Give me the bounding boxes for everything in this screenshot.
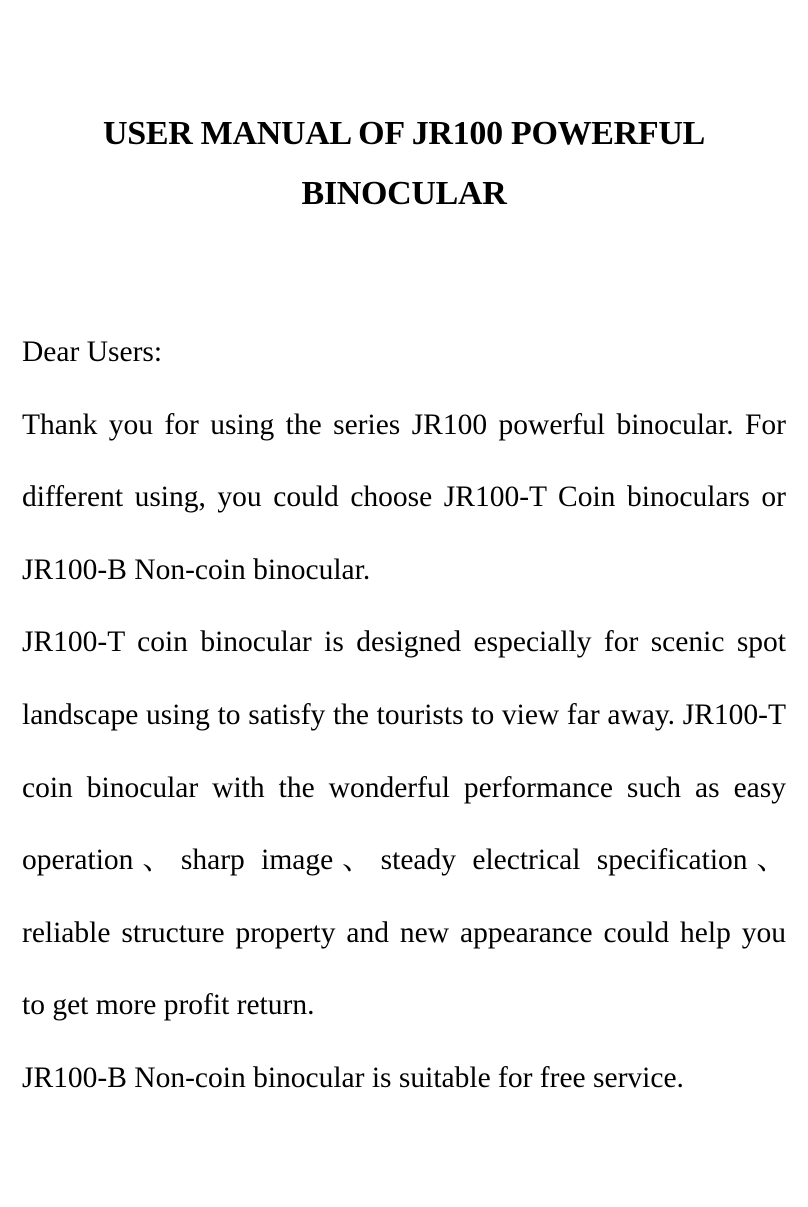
title-line-1: USER MANUAL OF JR100 POWERFUL — [102, 115, 706, 152]
title-line-2: BINOCULAR — [301, 175, 507, 212]
intro-paragraph: Thank you for using the series JR100 powerful binocular. For different using, you could choose JR100-T Coin binoculars or JR100-B Non-coin binocular. — [22, 408, 786, 586]
coin-binocular-paragraph: JR100-T coin binocular is designed especially for scenic spot landscape using to satisfy the tourists to view far away. JR100-T coin binocular with the wonderful performance such as easy operation、sharp image、steady electrical specification、 reliable structure property and new appearance could help you to get more profit return. — [22, 626, 786, 1022]
non-coin-binocular-paragraph: JR100-B Non-coin binocular is suitable for free service. — [22, 1061, 684, 1094]
salutation: Dear Users: — [22, 336, 163, 368]
page-title — [40, 104, 768, 224]
manual-body — [22, 316, 786, 1115]
